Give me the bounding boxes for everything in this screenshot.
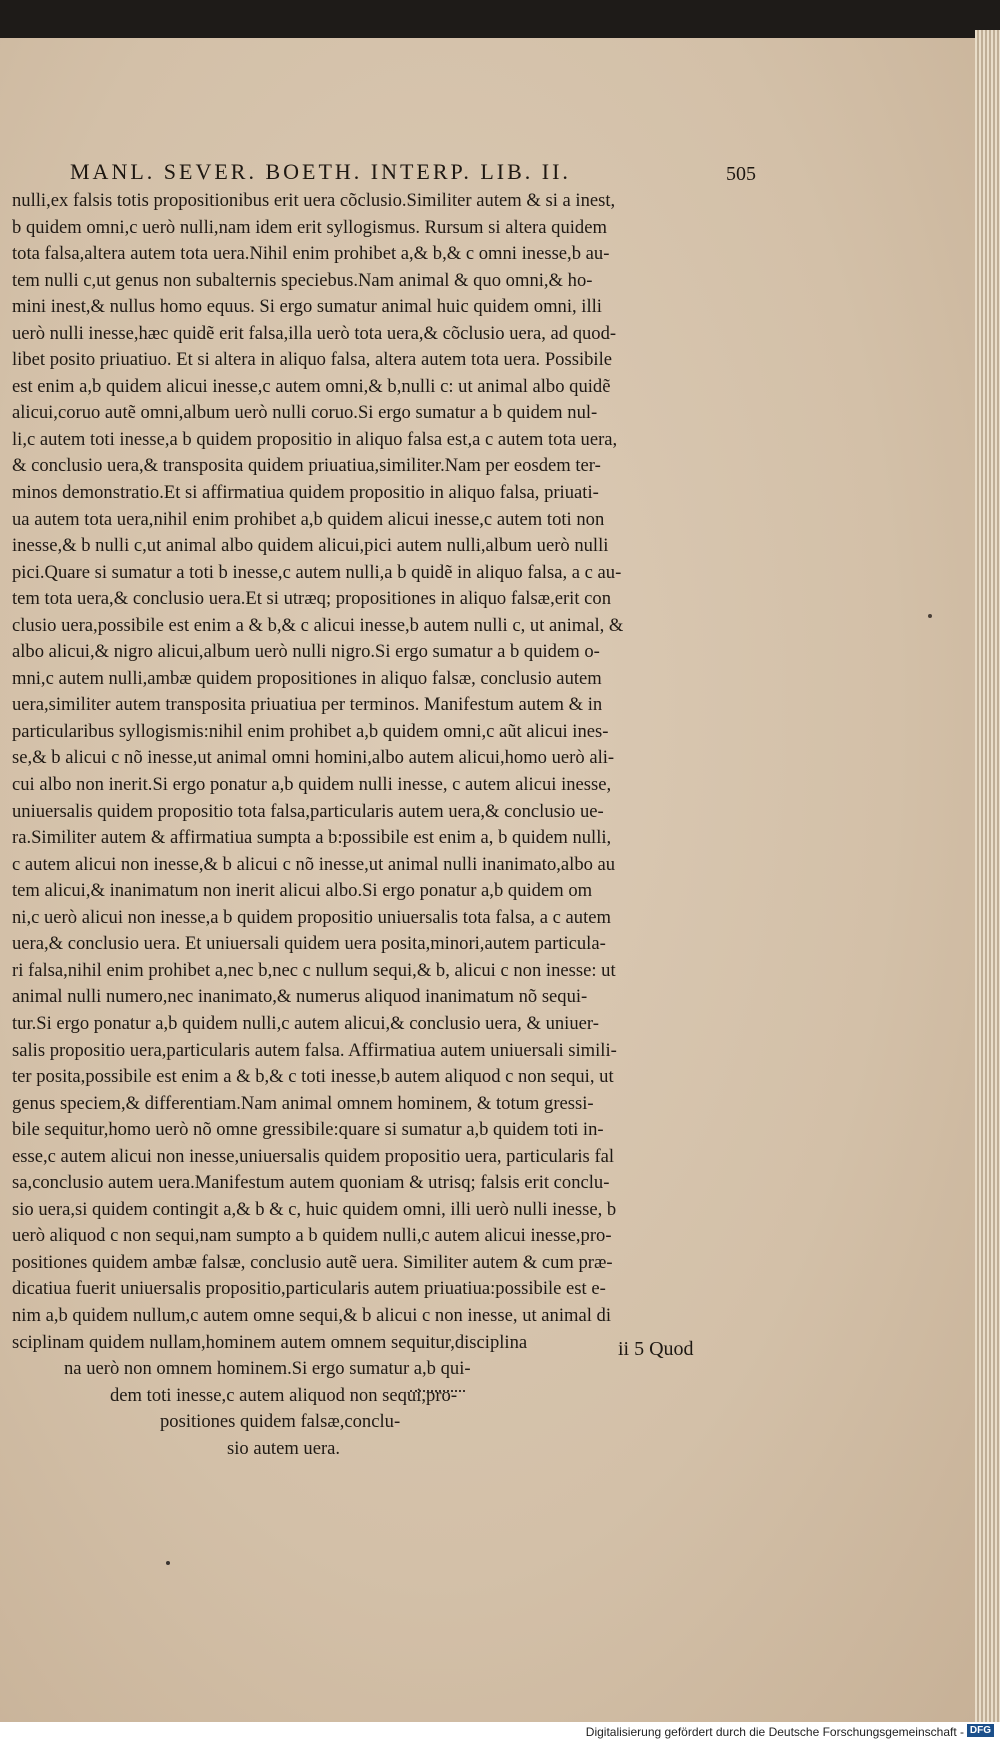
text-line: albo alicui,& nigro alicui,album uerò nulli nigro.Si ergo sumatur a b quidem o- <box>12 641 600 663</box>
text-line: uera,similiter autem transposita priuatiua per terminos. Manifestum autem & in <box>12 694 603 716</box>
text-line: sio autem uera. <box>227 1437 341 1459</box>
text-line: mni,c autem nulli,ambæ quidem propositiones in aliquo falsæ, conclusio autem <box>12 667 602 689</box>
text-line: se,& b alicui c nõ inesse,ut animal omni homini,albo autem alicui,homo uerò ali- <box>12 747 615 769</box>
text-line: particularibus syllogismis:nihil enim prohibet a,b quidem omni,c aũt alicui ines- <box>12 720 609 742</box>
text-line: dicatiua fuerit uniuersalis propositio,particularis autem priuatiua:possibile est e- <box>12 1278 606 1300</box>
text-line: est enim a,b quidem alicui inesse,c autem omni,& b,nulli c: ut animal albo quidẽ <box>12 375 611 397</box>
text-line: clusio uera,possibile est enim a & b,& c alicui inesse,b autem nulli c, ut animal, & <box>12 614 624 636</box>
funding-credit: Digitalisierung gefördert durch die Deutsche Forschungsgemeinschaft - <box>585 1725 964 1739</box>
text-line: sciplinam quidem nullam,hominem autem omnem sequitur,disciplina <box>12 1331 528 1353</box>
text-line: minos demonstratio.Et si affirmatiua quidem propositio in aliquo falsa, priuati- <box>12 482 599 504</box>
text-line: inesse,& b nulli c,ut animal albo quidem alicui,pici autem nulli,album uerò nulli <box>12 535 609 557</box>
text-line: animal nulli numero,nec inanimato,& numerus aliquod inanimatum nõ sequi- <box>12 986 588 1008</box>
text-line: mini inest,& nullus homo equus. Si ergo sumatur animal huic quidem omni, illi <box>12 296 602 318</box>
text-line: ri falsa,nihil enim prohibet a,nec b,nec c nullum sequi,& b, alicui c non inesse: ut <box>12 959 616 981</box>
text-line: li,c autem toti inesse,a b quidem propositio in aliquo falsa est,a c autem tota uera, <box>12 428 618 450</box>
text-line: na uerò non omnem hominem.Si ergo sumatur a,b qui- <box>64 1358 471 1380</box>
text-line: ra.Similiter autem & affirmatiua sumpta a b:possibile est enim a, b quidem nulli, <box>12 827 612 849</box>
text-line: uniuersalis quidem propositio tota falsa,particularis autem uera,& conclusio ue- <box>12 800 604 822</box>
text-line: cui albo non inerit.Si ergo ponatur a,b quidem nulli inesse, c autem alicui inesse, <box>12 774 612 796</box>
text-line: c autem alicui non inesse,& b alicui c nõ inesse,ut animal nulli inanimato,albo au <box>12 853 616 875</box>
text-line: libet posito priuatiuo. Et si altera in aliquo falsa, altera autem tota uera. Possibile <box>12 349 613 371</box>
text-line: tem nulli c,ut genus non subalternis speciebus.Nam animal & quo omni,& ho- <box>12 269 593 291</box>
text-line: bile sequitur,homo uerò nõ omne gressibile:quare si sumatur a,b quidem toti in- <box>12 1119 604 1141</box>
text-line: uera,& conclusio uera. Et uniuersali quidem uera posita,minori,autem particula- <box>12 933 606 955</box>
text-line: nim a,b quidem nullum,c autem omne sequi,& b alicui c non inesse, ut animal di <box>12 1304 612 1326</box>
body-text <box>12 188 754 1462</box>
text-line: uerò aliquod c non sequi,nam sumpto a b quidem nulli,c autem alicui inesse,pro- <box>12 1225 612 1247</box>
text-line: nulli,ex falsis totis propositionibus erit uera cõclusio.Similiter autem & si a inest, <box>12 190 616 211</box>
page-number: 505 <box>726 163 756 185</box>
scan-speck <box>166 1561 170 1565</box>
ornament-mark <box>410 1390 465 1395</box>
dfg-logo: DFG <box>967 1724 994 1737</box>
book-page <box>0 38 975 1726</box>
text-line: esse,c autem alicui non inesse,uniuersalis quidem propositio uera, particularis fal <box>12 1145 615 1167</box>
text-line: b quidem omni,c uerò nulli,nam idem erit syllogismus. Rursum si altera quidem <box>12 216 607 238</box>
text-line: ter posita,possibile est enim a & b,& c toti inesse,b autem aliquod c non sequi, ut <box>12 1066 614 1088</box>
text-line: positiones quidem ambæ falsæ, conclusio autẽ uera. Similiter autem & cum præ- <box>12 1251 613 1273</box>
page-stack-edge <box>975 30 1000 1730</box>
text-line: genus speciem,& differentiam.Nam animal omnem hominem, & totum gressi- <box>12 1092 594 1114</box>
text-line: pici.Quare si sumatur a toti b inesse,c autem nulli,a b quidẽ in aliquo falsa, a c au- <box>12 561 622 583</box>
text-line: positiones quidem falsæ,conclu- <box>160 1411 401 1433</box>
margin-speck <box>928 614 932 618</box>
text-line: & conclusio uera,& transposita quidem priuatiua,similiter.Nam per eosdem ter- <box>12 455 601 477</box>
text-line: uerò nulli inesse,hæc quidẽ erit falsa,illa uerò tota uera,& cõclusio uera, ad quod- <box>12 322 617 344</box>
text-line: tem alicui,& inanimatum non inerit alicui albo.Si ergo ponatur a,b quidem om <box>12 880 593 902</box>
text-line: ni,c uerò alicui non inesse,a b quidem propositio uniuersalis tota falsa, a c autem <box>12 906 611 928</box>
signature-catchword: ii 5 Quod <box>618 1338 694 1360</box>
text-line: tur.Si ergo ponatur a,b quidem nulli,c autem alicui,& conclusio uera, & uniuer- <box>12 1012 599 1034</box>
text-line: salis propositio uera,particularis autem falsa. Affirmatiua autem uniuersali simili- <box>12 1039 617 1061</box>
text-line: sio uera,si quidem contingit a,& b & c, huic quidem omni, illi uerò nulli inesse, b <box>12 1198 617 1220</box>
text-line: tem tota uera,& conclusio uera.Et si utræq; propositiones in aliquo falsæ,erit con <box>12 588 612 610</box>
text-line: dem toti inesse,c autem aliquod non sequi,pro- <box>110 1384 458 1406</box>
running-head: MANL. SEVER. BOETH. INTERP. LIB. II. <box>70 159 571 184</box>
text-line: ua autem tota uera,nihil enim prohibet a,b quidem alicui inesse,c autem toti non <box>12 508 605 530</box>
text-line: alicui,coruo autẽ omni,album uerò nulli coruo.Si ergo sumatur a b quidem nul- <box>12 402 598 424</box>
text-line: sa,conclusio autem uera.Manifestum autem quoniam & utrisq; falsis erit conclu- <box>12 1172 610 1194</box>
text-line: tota falsa,altera autem tota uera.Nihil enim prohibet a,& b,& c omni inesse,b au- <box>12 243 610 265</box>
